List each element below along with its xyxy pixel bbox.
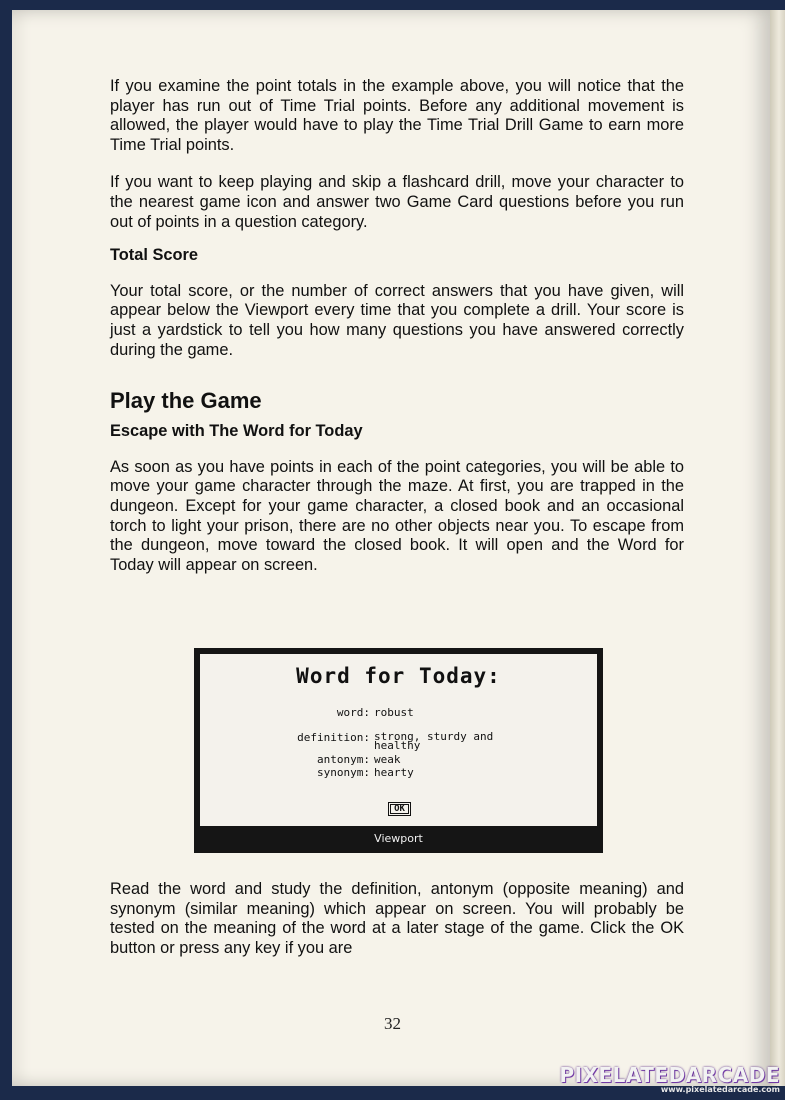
page-body	[110, 77, 684, 575]
synonym-value: hearty	[374, 766, 414, 779]
page-body-lower	[110, 880, 684, 958]
word-row	[200, 707, 414, 718]
heading-total-score: Total Score	[110, 246, 199, 265]
heading-escape: Escape with The Word for Today	[110, 422, 363, 441]
watermark	[559, 1063, 780, 1094]
word-for-today-dialog	[200, 654, 597, 826]
synonym-row	[200, 767, 414, 778]
word-for-today-screenshot	[194, 648, 603, 853]
paragraph-time-trial: If you examine the point totals in the example above, you will notice that the player has run out of Time Trial points. Before any additional movement is allowed, the player would have to play the Time Trial Drill Game to earn more Time Trial points.	[110, 77, 684, 154]
heading-play-the-game: Play the Game	[110, 388, 262, 414]
definition-value: strong, sturdy and healthy	[374, 730, 494, 752]
page-number: 32	[384, 1014, 401, 1033]
definition-label: definition:	[297, 731, 370, 744]
antonym-label: antonym:	[317, 753, 370, 766]
watermark-url: www.pixelatedarcade.com	[660, 1085, 780, 1094]
watermark-name: PIXELATEDARCADE	[559, 1063, 780, 1087]
dialog-title: Word for Today:	[296, 664, 501, 688]
page-edge	[770, 10, 785, 1086]
paragraph-skip-drill: If you want to keep playing and skip a flashcard drill, move your character to the nearest game icon and answer two Game Card questions before you run out of points in a question category.	[110, 173, 684, 231]
ok-button[interactable]: OK	[388, 802, 411, 816]
paragraph-escape: As soon as you have points in each of the point categories, you will be able to move your game character through the maze. At first, you are trapped in the dungeon. Except for your game character, a closed book and an occasional torch to light your prison, there are no other objects near you. To escape from the dungeon, move toward the closed book. It will open and the Word for Today will appear on screen.	[110, 457, 684, 574]
antonym-row	[200, 754, 401, 765]
synonym-label: synonym:	[317, 766, 370, 779]
viewport-label: Viewport	[374, 832, 423, 845]
paragraph-read-word: Read the word and study the definition, antonym (opposite meaning) and synonym (similar meaning) which appear on screen. You will probably be tested on the meaning of the word at a later stage of the game. Click the OK button or press any key if you are	[110, 880, 684, 957]
word-label: word:	[336, 706, 370, 719]
definition-row	[200, 732, 524, 750]
paragraph-total-score: Your total score, or the number of correct answers that you have given, will appear below the Viewport every time that you complete a drill. Your score is just a yardstick to tell you how many questions you have answered correctly during the game.	[110, 281, 684, 359]
antonym-value: weak	[374, 753, 401, 766]
word-value: robust	[374, 706, 414, 719]
